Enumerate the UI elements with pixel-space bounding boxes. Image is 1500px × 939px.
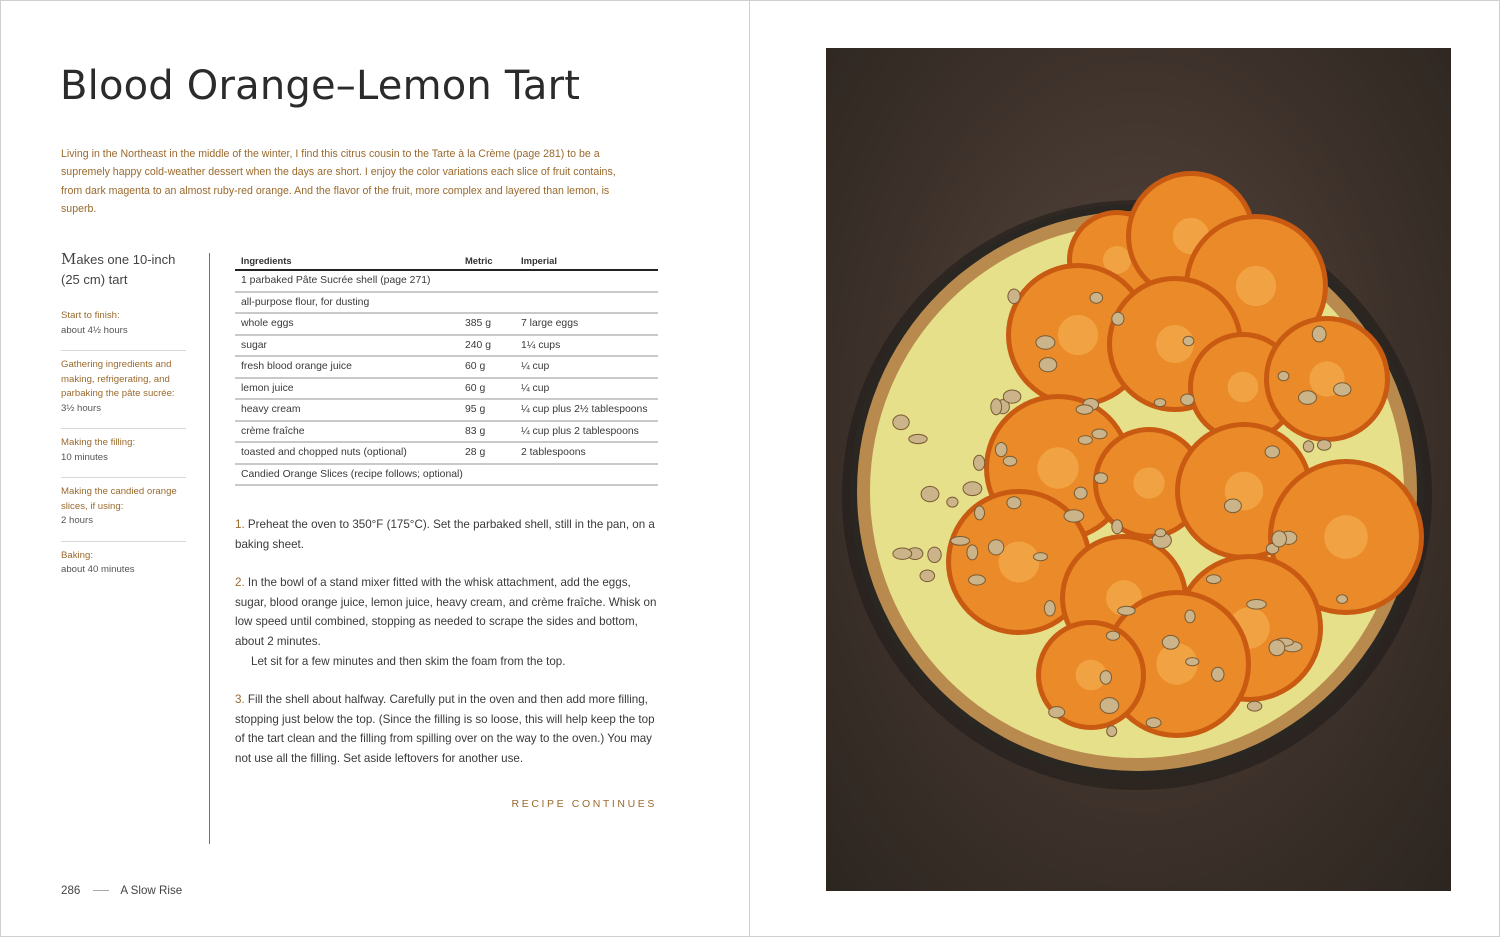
timing-value: 2 hours: [61, 515, 93, 526]
method-step: [235, 573, 657, 671]
ingredient-cell: sugar: [235, 335, 459, 357]
hazelnut-piece: [1076, 405, 1093, 414]
hazelnut-piece: [1049, 707, 1065, 718]
tart-photo: [826, 48, 1451, 891]
orange-slice-center: [999, 542, 1040, 583]
recipe-title: Blood Orange–Lemon Tart: [60, 63, 581, 109]
method-step: [235, 515, 657, 554]
ingredients-table: [235, 251, 658, 486]
recipe-intro: Living in the Northeast in the middle of the winter, I find this citrus cousin to the Tarte à la Crème (page 281) to be a supremely happy cold-weather dessert when the days are short. I enjoy the color variations each slice of fruit contains, from dark magenta to an almost ruby-red orange. And the flavor of the fruit, more complex and layered than lemon, is superb.: [61, 148, 616, 215]
orange-slice-center: [1236, 266, 1276, 306]
table-row: [235, 356, 658, 378]
metric-cell: 60 g: [459, 356, 515, 378]
ingredient-cell: all-purpose flour, for dusting: [235, 292, 658, 314]
ingredient-cell: lemon juice: [235, 378, 459, 400]
hazelnut-piece: [1299, 391, 1317, 405]
imperial-cell: ¼ cup: [515, 378, 658, 400]
metric-cell: 28 g: [459, 442, 515, 464]
right-page: [749, 0, 1500, 937]
hazelnut-piece: [1212, 667, 1224, 681]
hazelnut-piece: [1118, 606, 1135, 615]
imperial-cell: ¼ cup plus 2½ tablespoons: [515, 399, 658, 421]
hazelnut-piece: [1092, 429, 1107, 439]
hazelnut-piece: [1181, 394, 1194, 405]
hazelnut-piece: [1078, 436, 1092, 445]
hazelnut-piece: [1185, 610, 1195, 623]
orange-slice-center: [1324, 515, 1368, 559]
ingredient-cell: whole eggs: [235, 313, 459, 335]
ingredient-cell: fresh blood orange juice: [235, 356, 459, 378]
hazelnut-piece: [1247, 701, 1261, 711]
hazelnut-piece: [974, 455, 985, 470]
metric-cell: 83 g: [459, 421, 515, 443]
ingredient-cell: crème fraîche: [235, 421, 459, 443]
hazelnut-piece: [1186, 658, 1199, 666]
hazelnut-piece: [1039, 358, 1057, 372]
method-step: [235, 690, 657, 768]
imperial-cell: 2 tablespoons: [515, 442, 658, 464]
hazelnut-piece: [967, 545, 978, 560]
left-page: [0, 0, 750, 937]
step-text: In the bowl of a stand mixer fitted with the whisk attachment, add the eggs, sugar, blood orange juice, lemon juice, heavy cream, and crème fraîche. Whisk on low speed until combined, stopping as needed to scrape the sides and bottom, about 2 minutes.: [235, 576, 657, 648]
ingredient-cell: Candied Orange Slices (recipe follows; optional): [235, 464, 658, 486]
hazelnut-piece: [1318, 440, 1331, 451]
hazelnut-piece: [947, 497, 958, 507]
hazelnut-piece: [1044, 601, 1055, 616]
imperial-cell: 7 large eggs: [515, 313, 658, 335]
timing-block: [61, 541, 186, 578]
timing-value: 10 minutes: [61, 451, 108, 463]
timing-label: Start to finish:: [61, 310, 120, 321]
hazelnut-piece: [1155, 529, 1166, 537]
hazelnut-piece: [1003, 390, 1021, 403]
hazelnut-piece: [1074, 487, 1087, 499]
timing-label: Baking:: [61, 549, 93, 561]
hazelnut-piece: [995, 443, 1007, 457]
yield-initial: M: [61, 250, 77, 268]
page-number: 286: [61, 884, 81, 897]
hazelnut-piece: [1100, 671, 1111, 685]
timing-list: [61, 302, 186, 578]
hazelnut-piece: [909, 434, 927, 443]
table-header-row: [235, 251, 658, 270]
hazelnut-piece: [975, 506, 985, 520]
hazelnut-piece: [1112, 312, 1124, 325]
hazelnut-piece: [920, 570, 935, 582]
step-number: 2.: [235, 576, 245, 590]
hazelnut-piece: [1183, 336, 1194, 346]
hazelnut-piece: [1265, 446, 1279, 458]
hazelnut-piece: [1154, 399, 1166, 407]
timing-value: 3½ hours: [61, 402, 102, 414]
hazelnut-piece: [1094, 473, 1107, 484]
orange-slice-center: [1133, 467, 1164, 498]
timing-label: Gathering ingredients and making, refrigerating, and parbaking the pâte sucrée:: [61, 359, 175, 399]
hazelnut-piece: [1008, 289, 1020, 304]
timing-value: about 40 minutes: [61, 564, 135, 575]
hazelnut-piece: [1112, 520, 1123, 534]
page-footer: [61, 884, 182, 897]
metric-cell: 60 g: [459, 378, 515, 400]
hazelnut-piece: [893, 415, 909, 430]
hazelnut-piece: [1272, 531, 1287, 547]
table-row: [235, 378, 658, 400]
hazelnut-piece: [1224, 499, 1241, 513]
hazelnut-piece: [1100, 698, 1119, 714]
hazelnut-piece: [1106, 631, 1119, 640]
hazelnut-piece: [1269, 640, 1285, 656]
header-ingredients: Ingredients: [235, 251, 459, 270]
hazelnut-piece: [1107, 726, 1117, 737]
metric-cell: 95 g: [459, 399, 515, 421]
yield-rest: akes one 10-inch (25 cm) tart: [61, 252, 176, 287]
table-row: [235, 292, 658, 314]
timing-block: [61, 477, 186, 529]
hazelnut-piece: [921, 486, 939, 501]
hazelnut-piece: [893, 548, 912, 559]
orange-slice-center: [1228, 372, 1259, 403]
timing-block: [61, 428, 186, 465]
timing-block: [61, 350, 186, 416]
header-imperial: Imperial: [515, 251, 658, 270]
metric-cell: 385 g: [459, 313, 515, 335]
timing-block: [61, 302, 186, 338]
header-metric: Metric: [459, 251, 515, 270]
orange-slice-center: [1037, 447, 1078, 488]
hazelnut-piece: [1206, 575, 1221, 584]
table-row: [235, 464, 658, 486]
step-note: Let sit for a few minutes and then skim the foam from the top.: [251, 654, 566, 668]
hazelnut-piece: [951, 537, 970, 546]
table-row: [235, 442, 658, 464]
hazelnut-piece: [1090, 292, 1103, 303]
hazelnut-piece: [1003, 456, 1016, 466]
step-number: 3.: [235, 693, 245, 707]
table-row: [235, 335, 658, 357]
timing-label: Making the filling:: [61, 437, 136, 448]
timing-label: Making the candied orange slices, if using:: [61, 486, 177, 512]
table-body: [235, 270, 658, 485]
ingredient-cell: 1 parbaked Pâte Sucrée shell (page 271): [235, 270, 658, 292]
hazelnut-piece: [1034, 553, 1048, 561]
table-row: [235, 399, 658, 421]
hazelnut-piece: [988, 540, 1003, 555]
imperial-cell: ¼ cup: [515, 356, 658, 378]
hazelnut-piece: [991, 399, 1002, 415]
tart-illustration: [826, 48, 1451, 891]
hazelnut-piece: [1036, 336, 1055, 349]
hazelnut-piece: [1162, 635, 1179, 649]
step-number: 1.: [235, 518, 245, 531]
table-row: [235, 313, 658, 335]
table-row: [235, 270, 658, 292]
hazelnut-piece: [928, 547, 941, 562]
recipe-continues: RECIPE CONTINUES: [511, 798, 657, 810]
hazelnut-piece: [969, 575, 986, 585]
table-row: [235, 421, 658, 443]
hazelnut-piece: [1303, 441, 1313, 452]
yield-text: [61, 249, 186, 290]
imperial-cell: 1¼ cups: [515, 335, 658, 357]
timing-value: about 4½ hours: [61, 324, 128, 336]
sidebar-divider: [209, 253, 210, 844]
book-title: A Slow Rise: [120, 884, 183, 897]
hazelnut-piece: [1146, 718, 1161, 728]
metric-cell: 240 g: [459, 335, 515, 357]
footer-dash: [93, 890, 109, 891]
imperial-cell: ¼ cup plus 2 tablespoons: [515, 421, 658, 443]
hazelnut-piece: [963, 482, 982, 496]
hazelnut-piece: [1278, 371, 1289, 380]
hazelnut-piece: [1337, 595, 1348, 604]
step-text: Preheat the oven to 350°F (175°C). Set the parbaked shell, still in the pan, on a baking sheet.: [235, 518, 655, 551]
step-text: Fill the shell about halfway. Carefully put in the oven and then add more filling, stopping just below the top. (Since the filling is so loose, this will help keep the top of the tart clean and the filling from spilling over on the way to the oven.) You may not use all the filling. Set aside leftovers for another use.: [235, 693, 655, 765]
recipe-sidebar: [61, 249, 186, 590]
method-steps: [235, 515, 657, 788]
hazelnut-piece: [1312, 326, 1326, 342]
hazelnut-piece: [1334, 383, 1351, 396]
ingredient-cell: toasted and chopped nuts (optional): [235, 442, 459, 464]
hazelnut-piece: [1247, 600, 1267, 610]
ingredient-cell: heavy cream: [235, 399, 459, 421]
hazelnut-piece: [1007, 497, 1021, 509]
orange-slice-center: [1058, 315, 1098, 355]
hazelnut-piece: [1064, 510, 1084, 522]
